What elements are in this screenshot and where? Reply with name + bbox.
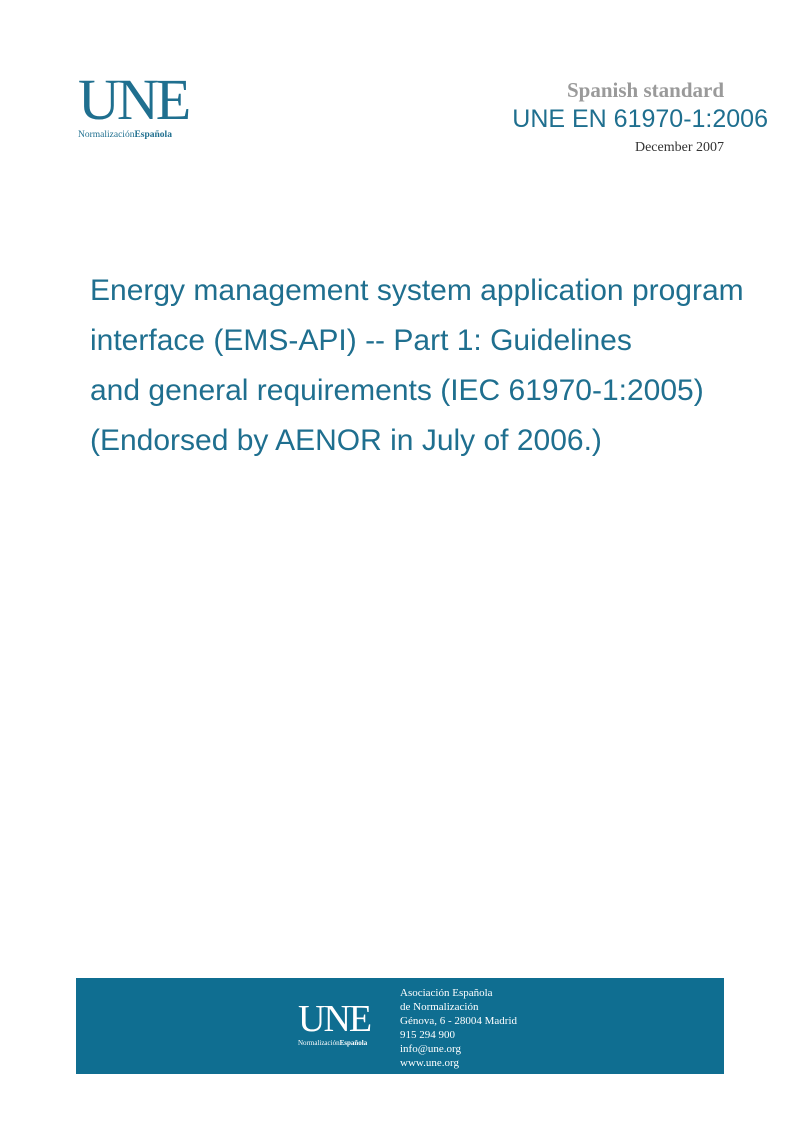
une-logo — [78, 67, 198, 140]
document-kind: Spanish standard — [567, 78, 724, 102]
title-line: and general requirements (IEC 61970-1:2005) — [90, 374, 704, 407]
footer-logo-tagline — [298, 1039, 388, 1047]
address-line: de Normalización — [400, 1001, 479, 1013]
document-header — [512, 78, 768, 156]
footer-address — [400, 986, 517, 1070]
phone-number: 915 294 900 — [400, 1029, 455, 1041]
title-line: interface (EMS-API) -- Part 1: Guidelines — [90, 324, 632, 357]
footer-logo-mark: UNE — [298, 998, 371, 1040]
footer-band — [76, 978, 724, 1074]
website-link[interactable]: www.une.org — [400, 1057, 459, 1069]
footer-une-logo — [298, 1000, 388, 1047]
address-line: Génova, 6 - 28004 Madrid — [400, 1015, 518, 1027]
address-line: Asociación Española — [400, 987, 493, 999]
email-link[interactable]: info@une.org — [400, 1043, 461, 1055]
document-title — [90, 266, 790, 466]
footer-tagline-bold: Española — [339, 1039, 368, 1047]
title-line: Energy management system application program — [90, 274, 744, 307]
une-logo-mark: UNE — [78, 67, 189, 132]
title-line: (Endorsed by AENOR in July of 2006.) — [90, 424, 602, 457]
publication-date: December 2007 — [634, 140, 724, 155]
footer-tagline-normal: Normalización — [298, 1039, 340, 1047]
standard-code: UNE EN 61970-1:2006 — [512, 105, 768, 133]
logo-tagline-bold: Española — [134, 130, 172, 140]
logo-tagline-normal: Normalización — [78, 130, 135, 140]
